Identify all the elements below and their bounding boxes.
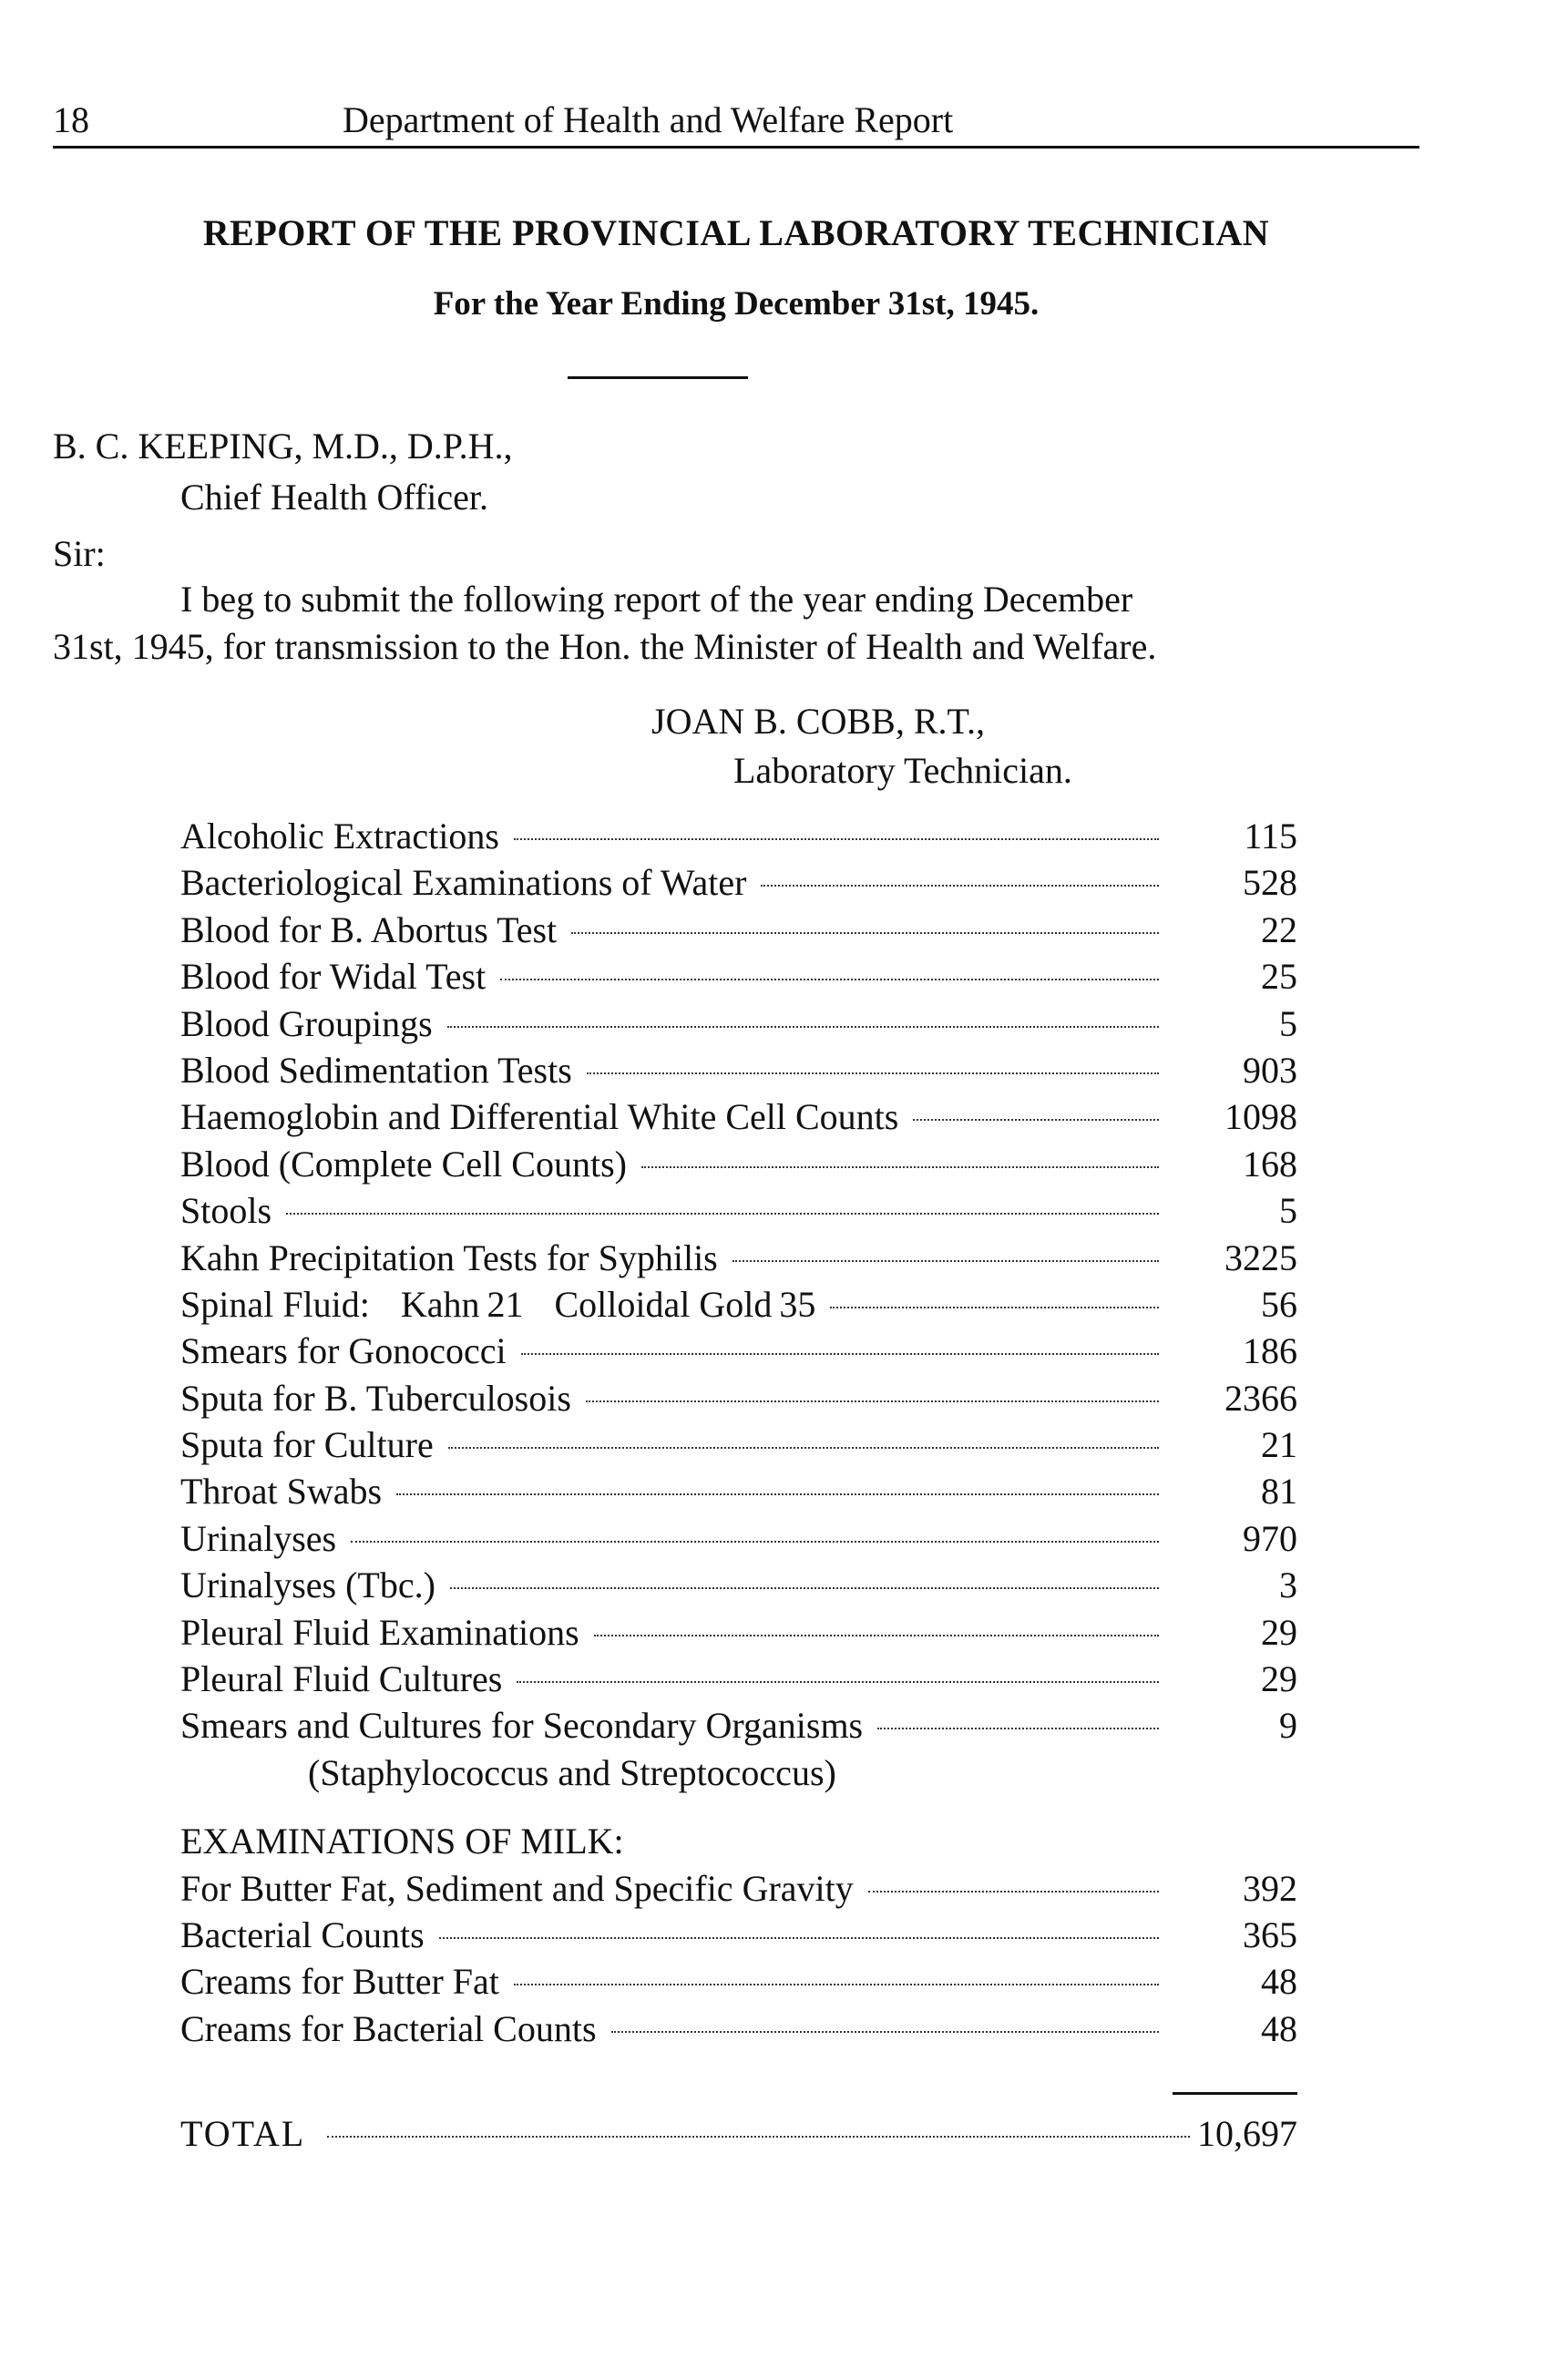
list-item: Blood for Widal Test 25 bbox=[180, 956, 1297, 998]
list-item: Stools 5 bbox=[180, 1190, 1297, 1232]
list-item: Kahn Precipitation Tests for Syphilis 3225 bbox=[180, 1236, 1297, 1278]
salutation: Sir: bbox=[53, 533, 106, 574]
milk-heading: EXAMINATIONS OF MILK: bbox=[180, 1821, 624, 1862]
list-item: Bacteriological Examinations of Water 528 bbox=[180, 862, 1297, 904]
list-item: Blood Sedimentation Tests 903 bbox=[180, 1049, 1297, 1091]
running-title: Department of Health and Welfare Report bbox=[343, 99, 954, 140]
list-item: Urinalyses 970 bbox=[180, 1517, 1297, 1559]
list-item: Throat Swabs 81 bbox=[180, 1471, 1297, 1513]
colloidal-gold-value: 35 bbox=[779, 1283, 816, 1325]
list-item: For Butter Fat, Sediment and Specific Gravity 392 bbox=[180, 1867, 1297, 1909]
total-value: 10,697 bbox=[1197, 2113, 1297, 2154]
kahn-value: 21 bbox=[487, 1283, 524, 1325]
list-item: Bacterial Counts 365 bbox=[180, 1913, 1297, 1955]
list-item: Pleural Fluid Cultures 29 bbox=[180, 1658, 1297, 1700]
report-title: REPORT OF THE PROVINCIAL LABORATORY TECHNICIAN bbox=[202, 212, 1270, 253]
list-item: Blood (Complete Cell Counts) 168 bbox=[180, 1143, 1297, 1185]
list-item: Smears for Gonococci 186 bbox=[180, 1330, 1297, 1372]
list-item: Pleural Fluid Examinations 29 bbox=[180, 1611, 1297, 1653]
addressee-name: B. C. KEEPING, M.D., D.P.H., bbox=[53, 426, 513, 467]
report-subtitle: For the Year Ending December 31st, 1945. bbox=[433, 285, 1040, 323]
list-item: Sputa for Culture 21 bbox=[180, 1424, 1297, 1466]
list-item: Urinalyses (Tbc.) 3 bbox=[180, 1564, 1297, 1606]
list-item: Smears and Cultures for Secondary Organisms 9 bbox=[180, 1705, 1297, 1747]
secondary-organisms-note: (Staphylococcus and Streptococcus) bbox=[308, 1751, 836, 1793]
total-row bbox=[180, 2112, 1297, 2155]
page-header bbox=[53, 91, 1419, 149]
list-item: Creams for Butter Fat 48 bbox=[180, 1961, 1297, 2003]
list-item: Haemoglobin and Differential White Cell Counts 1098 bbox=[180, 1096, 1297, 1138]
addressee-position: Chief Health Officer. bbox=[180, 477, 489, 518]
spinal-fluid-value: 56 bbox=[1261, 1283, 1297, 1325]
kahn-label: Kahn bbox=[400, 1283, 480, 1325]
list-item: Alcoholic Extractions 115 bbox=[180, 816, 1297, 857]
list-item: Sputa for B. Tuberculosois 2366 bbox=[180, 1377, 1297, 1419]
signature-title: Laboratory Technician. bbox=[733, 750, 1072, 791]
colloidal-gold-label: Colloidal Gold bbox=[554, 1283, 773, 1325]
spinal-fluid-row bbox=[180, 1283, 1297, 1329]
letter-line-2: 31st, 1945, for transmission to the Hon. the Minister of Health and Welfare. bbox=[53, 626, 1157, 667]
letter-line-1: I beg to submit the following report of the year ending December bbox=[180, 579, 1133, 620]
list-item: Creams for Bacterial Counts 48 bbox=[180, 2007, 1297, 2049]
total-rule bbox=[1173, 2092, 1297, 2095]
examination-list bbox=[180, 815, 1297, 2054]
list-item: Blood for B. Abortus Test 22 bbox=[180, 908, 1297, 950]
list-item: Blood Groupings 5 bbox=[180, 1002, 1297, 1044]
spinal-fluid-label: Spinal Fluid: bbox=[180, 1283, 370, 1325]
page-number: 18 bbox=[53, 99, 89, 140]
signature-name: JOAN B. COBB, R.T., bbox=[651, 701, 985, 742]
total-label: TOTAL bbox=[180, 2113, 306, 2154]
title-divider bbox=[568, 376, 748, 379]
